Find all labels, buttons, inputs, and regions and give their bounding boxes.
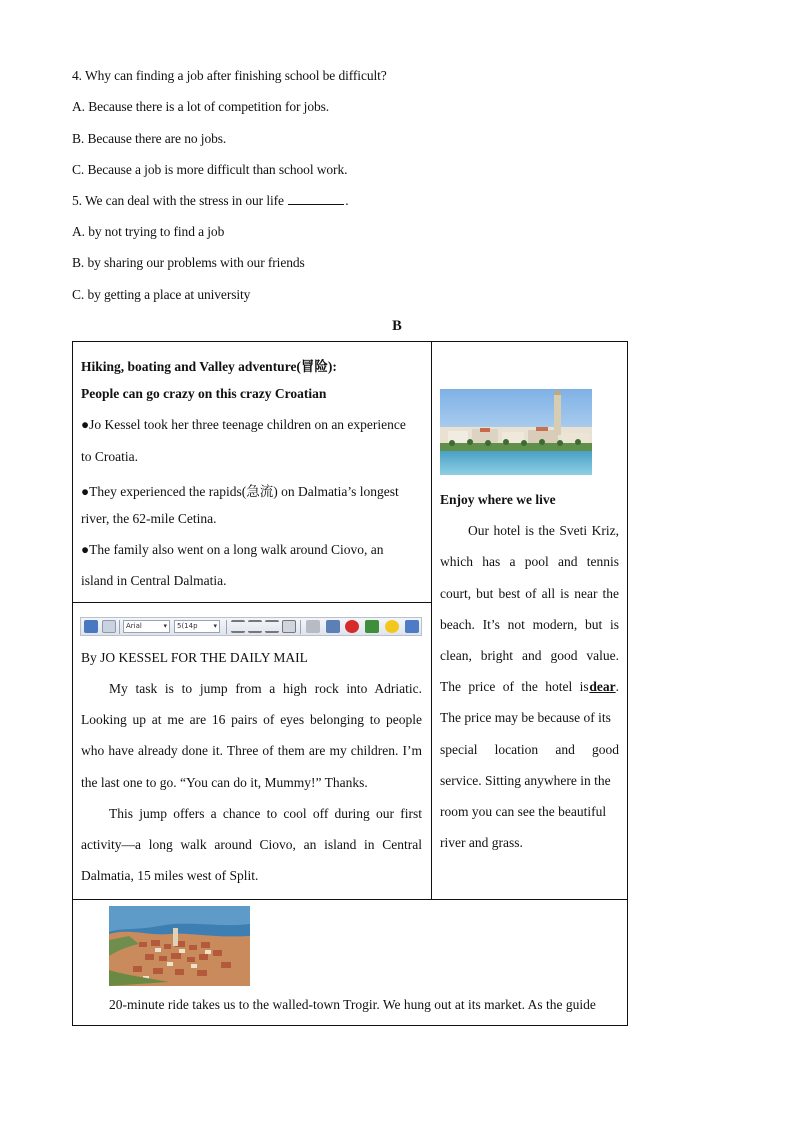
bullet-1-line-1: ●Jo Kessel took her three teenage children on an experience xyxy=(81,417,406,432)
bullet-2-line-1: ●They experienced the rapids(急流) on Dalmatia’s longest xyxy=(81,484,399,499)
chevron-down-icon: ▾ xyxy=(213,622,217,630)
section-letter: B xyxy=(392,318,402,334)
dear-period: . xyxy=(615,679,619,694)
link-icon xyxy=(306,620,320,633)
font-select xyxy=(123,620,170,633)
paragraph-1-line-2: Looking up at me are 16 pairs of eyes belonging to people xyxy=(81,712,422,727)
trogir-town-illustration xyxy=(109,906,250,986)
toolbar-separator xyxy=(119,620,120,634)
question-5-option-b: B. by sharing our problems with our friends xyxy=(72,255,305,270)
table-border-top xyxy=(72,341,628,342)
paragraph-2-line-1: This jump offers a chance to cool off during our first xyxy=(109,806,422,821)
table-border-right xyxy=(627,341,628,1026)
question-4-option-c: C. Because a job is more difficult than school work. xyxy=(72,162,348,177)
right-line-10: room you can see the beautiful xyxy=(440,804,607,819)
right-line-4: beach. It’s not modern, but is xyxy=(440,617,619,632)
right-line-8: special location and good xyxy=(440,742,619,757)
article-title: Hiking, boating and Valley adventure(冒险): xyxy=(81,359,337,374)
toolbar-separator xyxy=(226,620,227,634)
right-line-3: court, but best of all is near the xyxy=(440,586,619,601)
video-icon xyxy=(326,620,340,633)
right-line-5: clean, bright and good value. xyxy=(440,648,619,663)
paragraph-1-line-4: the last one to go. “You can do it, Mummy!” Thanks. xyxy=(81,775,368,790)
byline: By JO KESSEL FOR THE DAILY MAIL xyxy=(81,650,308,665)
flash-icon xyxy=(345,620,359,633)
right-line-9: service. Sitting anywhere in the xyxy=(440,773,611,788)
article-subtitle: People can go crazy on this crazy Croatian xyxy=(81,386,327,401)
table-border-middle xyxy=(431,341,432,900)
question-5-stem-end: . xyxy=(345,193,349,208)
table-border-bottom xyxy=(72,1025,628,1026)
paragraph-1-line-3: who have already done it. Three of them are my children. I’m xyxy=(81,743,422,758)
question-5-stem xyxy=(72,193,348,209)
align-center-icon xyxy=(248,620,262,633)
bottom-text: 20-minute ride takes us to the walled-town Trogir. We hung out at its market. As the guide xyxy=(109,997,596,1012)
right-line-1: Our hotel is the Sveti Kriz, xyxy=(468,523,619,538)
align-right-icon xyxy=(265,620,279,633)
dear-word: dear xyxy=(589,679,616,694)
right-line-6 xyxy=(440,679,619,695)
split-harbor-photo xyxy=(440,389,592,475)
table-border-bottom-split xyxy=(72,899,628,900)
right-heading: Enjoy where we live xyxy=(440,492,556,507)
question-4-option-b: B. Because there are no jobs. xyxy=(72,131,227,146)
split-harbor-illustration xyxy=(440,389,592,475)
emoji-icon xyxy=(385,620,399,633)
bullet-3-line-1: ●The family also went on a long walk around Ciovo, an xyxy=(81,542,384,557)
answer-blank xyxy=(288,193,344,205)
question-5-stem-text: 5. We can deal with the stress in our life xyxy=(72,193,284,208)
question-5-option-a: A. by not trying to find a job xyxy=(72,224,225,239)
question-4-option-a: A. Because there is a lot of competition for jobs. xyxy=(72,99,330,114)
question-5-option-c: C. by getting a place at university xyxy=(72,287,251,302)
bullet-3-line-2: island in Central Dalmatia. xyxy=(81,573,227,588)
paragraph-2-line-2: activity—a long walk around Ciovo, an island in Central xyxy=(81,837,422,852)
word-icon xyxy=(405,620,419,633)
format-icon xyxy=(282,620,296,633)
table-border-left-split xyxy=(72,602,432,603)
font-size-select-value: 5(14p xyxy=(177,622,198,630)
right-line-11: river and grass. xyxy=(440,835,523,850)
image-icon xyxy=(365,620,379,633)
bullet-1-line-2: to Croatia. xyxy=(81,449,138,464)
font-select-value: Arial xyxy=(126,622,142,630)
right-line-2: which has a pool and tennis xyxy=(440,554,619,569)
right-line-7: The price may be because of its xyxy=(440,710,611,725)
undo-icon xyxy=(102,620,116,633)
dear-word-wrap xyxy=(589,679,619,695)
right-line-6-text: The price of the hotel is xyxy=(440,679,589,694)
save-icon xyxy=(84,620,98,633)
toolbar-separator xyxy=(300,620,301,634)
bullet-2-line-2: river, the 62-mile Cetina. xyxy=(81,511,217,526)
trogir-town-photo xyxy=(109,906,250,986)
question-4-stem: 4. Why can finding a job after finishing school be difficult? xyxy=(72,68,387,83)
align-left-icon xyxy=(231,620,245,633)
font-size-select xyxy=(174,620,220,633)
table-border-left xyxy=(72,341,73,1026)
paragraph-1-line-1: My task is to jump from a high rock into Adriatic. xyxy=(109,681,422,696)
chevron-down-icon: ▾ xyxy=(163,622,167,630)
paragraph-2-line-3: Dalmatia, 15 miles west of Split. xyxy=(81,868,259,883)
editor-toolbar xyxy=(80,617,422,636)
